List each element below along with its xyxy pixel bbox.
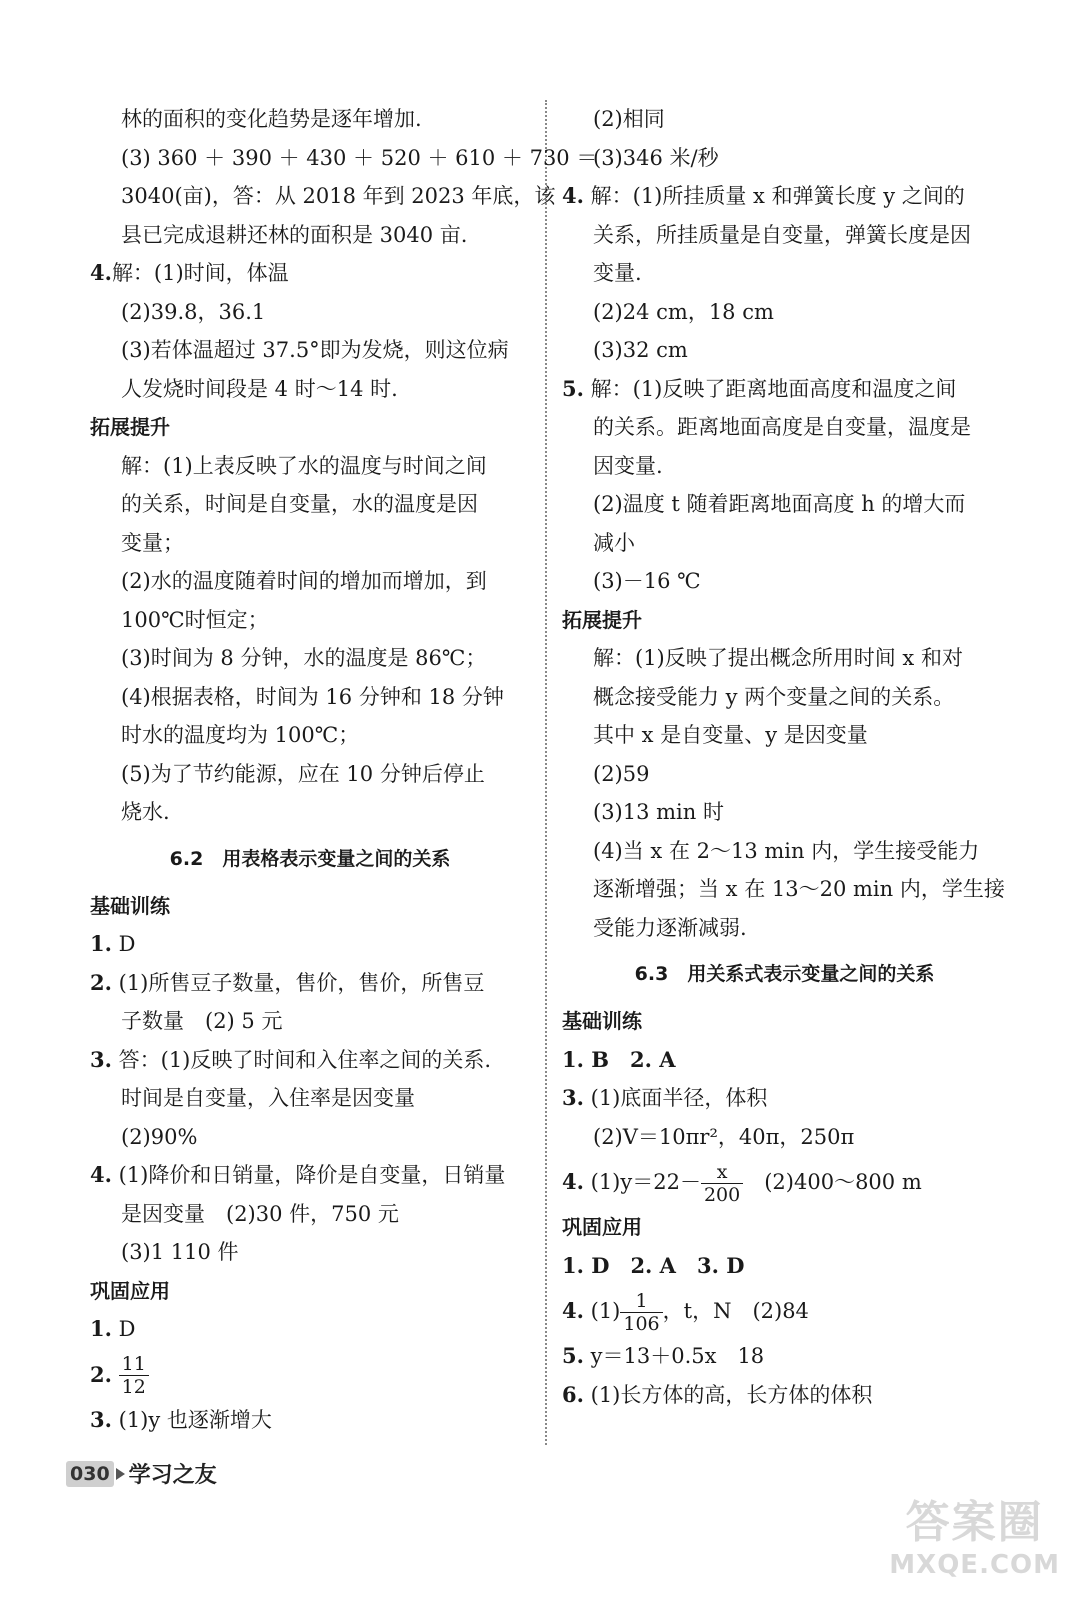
answer-1-2-3: 1. D 2. A 3. D [562, 1252, 745, 1278]
text-line: 林的面积的变化趋势是逐年增加. [121, 107, 422, 131]
answer-c2 [90, 1349, 530, 1401]
section-heading: 巩固应用 [90, 1278, 170, 1303]
text-line: 概念接受能力 y 两个变量之间的关系。 [593, 684, 955, 709]
text-line: 100℃时恒定； [121, 607, 269, 632]
section-title: 6.2 用表格表示变量之间的关系 [169, 847, 451, 870]
text-line: 县已完成退耕还林的面积是 3040 亩. [121, 222, 468, 247]
question-number: 2. [90, 969, 112, 995]
page-footer [66, 1458, 217, 1489]
answer-c3 [90, 1401, 530, 1440]
arrow-icon [116, 1468, 125, 1480]
text-line: 是因变量 (2)30 件，750 元 [121, 1201, 399, 1226]
answer-text: (1)所售豆子数量，售价，售价，所售豆 [118, 970, 485, 995]
text-line: 受能力逐渐减弱. [593, 915, 747, 940]
answer-text: (2)400～800 m [743, 1170, 922, 1194]
text-line: (2)39.8，36.1 [121, 299, 266, 324]
column-divider [545, 100, 547, 1445]
text-line: (4)根据表格，时间为 16 分钟和 18 分钟 [121, 684, 504, 709]
answer-text: y＝13＋0.5x 18 [590, 1344, 765, 1368]
section-title: 6.3 用关系式表示变量之间的关系 [634, 963, 935, 985]
answer-c5 [562, 1337, 1007, 1376]
answer-3 [562, 1079, 1007, 1118]
answer-text: (1) [590, 1299, 621, 1323]
question-number: 4. [90, 260, 112, 285]
text-line: 逐渐增强；当 x 在 13～20 min 内，学生接 [593, 877, 1005, 901]
text-line: (3)1 110 件 [121, 1240, 239, 1264]
answer-text: 解：(1)时间，体温 [111, 261, 289, 285]
section-heading: 基础训练 [562, 1009, 642, 1033]
watermark [889, 1486, 1060, 1580]
page-number: 030 [66, 1461, 114, 1487]
text-line: (2)90% [121, 1124, 198, 1149]
text-line: (3)若体温超过 37.5°即为发烧，则这位病 [121, 338, 509, 362]
text-line: (4)当 x 在 2～13 min 内，学生接受能力 [593, 838, 980, 863]
watermark-url: MXQE.COM [889, 1550, 1060, 1580]
section-heading: 基础训练 [90, 893, 170, 918]
question-number: 2. [90, 1361, 112, 1387]
text-line: 时水的温度均为 100℃； [121, 723, 360, 747]
answer-text: (1)长方体的高，长方体的体积 [590, 1382, 873, 1407]
answer-text: (1)y＝22－ [590, 1170, 701, 1194]
question-number: 1. [90, 1316, 112, 1341]
question-number: 1. [90, 931, 112, 956]
section-heading: 拓展提升 [90, 415, 170, 439]
text-line: 关系，所挂质量是自变量，弹簧长度是因 [593, 222, 971, 247]
watermark-logo: 答案圈 [905, 1497, 1044, 1548]
question-number: 3. [90, 1046, 112, 1072]
text-line: (2)24 cm，18 cm [593, 299, 774, 324]
question-number: 3. [562, 1085, 584, 1110]
text-line: 3040(亩)，答：从 2018 年到 2023 年底，该 [121, 184, 556, 208]
section-heading: 巩固应用 [562, 1215, 642, 1239]
answer-text: ，t，N (2)84 [662, 1299, 809, 1323]
text-line: 的关系，时间是自变量，水的温度是因 [121, 492, 478, 516]
text-line: 减小 [593, 530, 635, 555]
answer-text: (1)y 也逐渐增大 [118, 1407, 272, 1432]
question-number: 5. [562, 375, 584, 401]
text-line: 烧水. [121, 800, 170, 824]
answer-text: D [118, 932, 136, 956]
text-line: 的关系。距离地面高度是自变量，温度是 [593, 415, 971, 439]
text-line: (2)V＝10πr²，40π，250π [593, 1124, 855, 1149]
answer-text: (1)降价和日销量，降价是自变量，日销量 [118, 1163, 506, 1187]
text-line: (3)－16 ℃ [593, 569, 701, 593]
question-number: 3. [90, 1406, 112, 1432]
answer-1 [90, 925, 530, 964]
text-line: (5)为了节约能源，应在 10 分钟后停止 [121, 761, 485, 786]
fraction-denominator: 12 [121, 1376, 146, 1398]
answer-5 [562, 370, 1007, 409]
answer-text: (1)底面半径，体积 [590, 1086, 768, 1110]
answer-text: 答：(1)反映了时间和入住率之间的关系. [118, 1047, 492, 1072]
question-number: 6. [562, 1381, 584, 1407]
text-line: (2)温度 t 随着距离地面高度 h 的增大而 [593, 492, 966, 516]
answer-text: 解：(1)反映了距离地面高度和温度之间 [590, 376, 957, 401]
text-line: 子数量 (2) 5 元 [121, 1009, 283, 1033]
fraction [701, 1160, 743, 1206]
answer-4 [562, 177, 1007, 216]
answer-4 [90, 254, 530, 293]
fraction [119, 1355, 149, 1397]
text-line: (3) 360 ＋ 390 ＋ 430 ＋ 520 ＋ 610 ＋ 730 ＝ [121, 145, 598, 170]
answer-c1 [90, 1310, 530, 1349]
text-line: (3)346 米/秒 [593, 145, 719, 170]
answer-text: D [118, 1317, 136, 1341]
text-line: 解：(1)上表反映了水的温度与时间之间 [121, 453, 487, 478]
answer-text: 解：(1)所挂质量 x 和弹簧长度 y 之间的 [590, 184, 965, 208]
fraction [620, 1289, 662, 1335]
right-column [562, 100, 1007, 1414]
answer-1-2: 1. B 2. A [562, 1046, 676, 1072]
text-line: (2)水的温度随着时间的增加而增加，到 [121, 569, 487, 593]
question-number: 4. [562, 183, 584, 208]
text-line: 时间是自变量，入住率是因变量 [121, 1086, 415, 1110]
answer-c4 [562, 1285, 1007, 1337]
text-line: 变量； [121, 530, 184, 555]
question-number: 4. [90, 1162, 112, 1187]
answer-c6 [562, 1376, 1007, 1415]
text-line: (3)13 min 时 [593, 800, 724, 824]
fraction-numerator: x [701, 1163, 743, 1184]
text-line: (3)32 cm [593, 338, 688, 362]
answer-3 [90, 1041, 530, 1080]
text-line: 其中 x 是自变量、y 是因变量 [593, 723, 868, 747]
text-line: (2)相同 [593, 107, 665, 131]
fraction-numerator: 1 [620, 1292, 662, 1313]
answer-2 [90, 964, 530, 1003]
section-heading: 拓展提升 [562, 607, 642, 632]
text-line: 人发烧时间段是 4 时～14 时. [121, 376, 398, 401]
question-number: 5. [562, 1343, 584, 1368]
text-line: (2)59 [593, 761, 650, 786]
fraction-denominator: 200 [703, 1183, 741, 1206]
question-number: 4. [562, 1169, 584, 1194]
text-line: 因变量. [593, 453, 663, 478]
left-column [90, 100, 598, 1439]
fraction-denominator: 106 [623, 1312, 660, 1335]
brand-name: 学习之友 [128, 1462, 217, 1488]
question-number: 4. [562, 1298, 584, 1323]
text-line: (3)时间为 8 分钟，水的温度是 86℃； [121, 646, 487, 670]
text-line: 变量. [593, 261, 642, 285]
text-line: 解：(1)反映了提出概念所用时间 x 和对 [593, 646, 963, 670]
fraction-numerator: 11 [119, 1355, 149, 1376]
answer-4b [90, 1156, 530, 1195]
answer-4b [562, 1156, 1007, 1208]
